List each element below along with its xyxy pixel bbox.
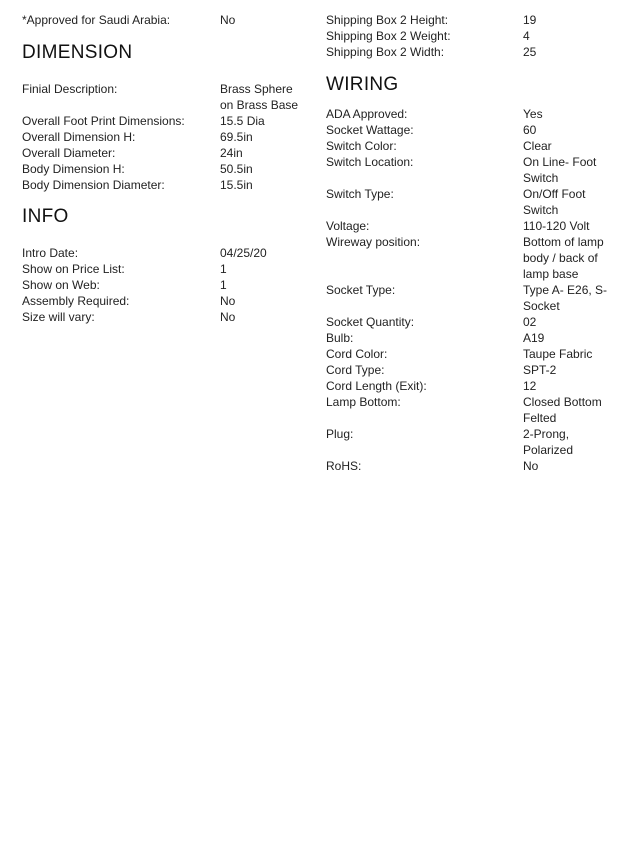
spec-label: *Approved for Saudi Arabia: <box>22 13 171 27</box>
spec-label: Shipping Box 2 Width: <box>326 45 445 59</box>
spec-label: Assembly Required: <box>22 294 130 308</box>
spec-value: Clear <box>523 139 552 153</box>
spec-row-body-dimension-diameter <box>22 177 312 193</box>
spec-label: Switch Color: <box>326 139 397 153</box>
spec-row-socket-type <box>326 282 626 314</box>
wiring-section <box>326 106 626 474</box>
spec-label: Show on Web: <box>22 278 100 292</box>
section-heading-dimension: DIMENSION <box>22 42 133 63</box>
spec-value: 2-Prong, Polarized <box>523 427 574 457</box>
spec-value: 12 <box>523 379 537 393</box>
spec-value: On/Off Foot Switch <box>523 187 586 217</box>
spec-label: Body Dimension H: <box>22 162 125 176</box>
spec-label: ADA Approved: <box>326 107 408 121</box>
spec-row-switch-type <box>326 186 626 218</box>
spec-label: Body Dimension Diameter: <box>22 178 165 192</box>
spec-row-show-on-web <box>22 277 312 293</box>
spec-label: Socket Type: <box>326 283 396 297</box>
spec-row-size-will-vary <box>22 309 312 325</box>
spec-value: 4 <box>523 29 530 43</box>
spec-row-plug <box>326 426 626 458</box>
spec-value: 24in <box>220 146 243 160</box>
spec-row-ada-approved <box>326 106 626 122</box>
spec-value: 15.5 Dia <box>220 114 265 128</box>
spec-value: 04/25/20 <box>220 246 267 260</box>
spec-label: Finial Description: <box>22 82 118 96</box>
spec-row-body-dimension-h <box>22 161 312 177</box>
spec-value: Taupe Fabric <box>523 347 593 361</box>
spec-label: Cord Length (Exit): <box>326 379 427 393</box>
spec-value: Bottom of lamp body / back of lamp base <box>523 235 604 281</box>
spec-value: 19 <box>523 13 537 27</box>
spec-value: Brass Sphere on Brass Base <box>220 82 299 112</box>
spec-label: Switch Location: <box>326 155 414 169</box>
spec-label: RoHS: <box>326 459 362 473</box>
spec-row-socket-wattage <box>326 122 626 138</box>
spec-value: A19 <box>523 331 545 345</box>
spec-row-show-on-price-list <box>22 261 312 277</box>
spec-row-shipping-box-2-width <box>326 44 626 60</box>
spec-row-switch-location <box>326 154 626 186</box>
spec-label: Overall Dimension H: <box>22 130 136 144</box>
spec-row-intro-date <box>22 245 312 261</box>
info-section <box>22 245 312 325</box>
spec-value: 15.5in <box>220 178 253 192</box>
section-heading-info: INFO <box>22 206 69 227</box>
spec-value: 60 <box>523 123 537 137</box>
spec-label: Socket Wattage: <box>326 123 414 137</box>
spec-value: 50.5in <box>220 162 253 176</box>
spec-value: 25 <box>523 45 537 59</box>
spec-label: Cord Type: <box>326 363 385 377</box>
spec-label: Lamp Bottom: <box>326 395 401 409</box>
spec-row-cord-color <box>326 346 626 362</box>
spec-value: On Line- Foot Switch <box>523 155 597 185</box>
spec-value: 1 <box>220 262 227 276</box>
spec-value: 1 <box>220 278 227 292</box>
spec-value: Closed Bottom Felted <box>523 395 602 425</box>
spec-label: Socket Quantity: <box>326 315 415 329</box>
spec-row-cord-length <box>326 378 626 394</box>
spec-label: Cord Color: <box>326 347 388 361</box>
spec-row-switch-color <box>326 138 626 154</box>
spec-value: No <box>220 294 236 308</box>
spec-value: Yes <box>523 107 543 121</box>
spec-row-wireway-position <box>326 234 626 282</box>
spec-label: Size will vary: <box>22 310 95 324</box>
dimension-section <box>22 81 312 193</box>
spec-value: Type A- E26, S-Socket <box>523 283 608 313</box>
spec-value: 69.5in <box>220 130 253 144</box>
spec-label: Shipping Box 2 Height: <box>326 13 449 27</box>
spec-label: Shipping Box 2 Weight: <box>326 29 451 43</box>
spec-label: Overall Diameter: <box>22 146 116 160</box>
spec-label: Show on Price List: <box>22 262 125 276</box>
spec-row-lamp-bottom <box>326 394 626 426</box>
spec-value: No <box>523 459 539 473</box>
spec-row-cord-type <box>326 362 626 378</box>
spec-row-bulb <box>326 330 626 346</box>
spec-row-assembly-required <box>22 293 312 309</box>
spec-row-overall-diameter <box>22 145 312 161</box>
spec-row-rohs <box>326 458 626 474</box>
spec-value: SPT-2 <box>523 363 557 377</box>
spec-row-overall-dimension-h <box>22 129 312 145</box>
spec-row-shipping-box-2-weight <box>326 28 626 44</box>
spec-row-socket-quantity <box>326 314 626 330</box>
spec-label: Plug: <box>326 427 354 441</box>
left-column <box>22 12 312 325</box>
section-heading-wiring: WIRING <box>326 74 399 95</box>
spec-value: No <box>220 13 236 27</box>
spec-value: 110-120 Volt <box>523 219 590 233</box>
spec-row-finial-description <box>22 81 312 113</box>
spec-row-voltage <box>326 218 626 234</box>
spec-label: Intro Date: <box>22 246 79 260</box>
spec-label: Overall Foot Print Dimensions: <box>22 114 185 128</box>
spec-row-approved-saudi-arabia <box>22 12 312 28</box>
spec-label: Switch Type: <box>326 187 394 201</box>
spec-label: Bulb: <box>326 331 354 345</box>
spec-label: Voltage: <box>326 219 370 233</box>
spec-row-overall-foot-print <box>22 113 312 129</box>
right-column <box>326 12 626 474</box>
spec-row-shipping-box-2-height <box>326 12 626 28</box>
spec-value: 02 <box>523 315 537 329</box>
spec-value: No <box>220 310 236 324</box>
spec-label: Wireway position: <box>326 235 421 249</box>
